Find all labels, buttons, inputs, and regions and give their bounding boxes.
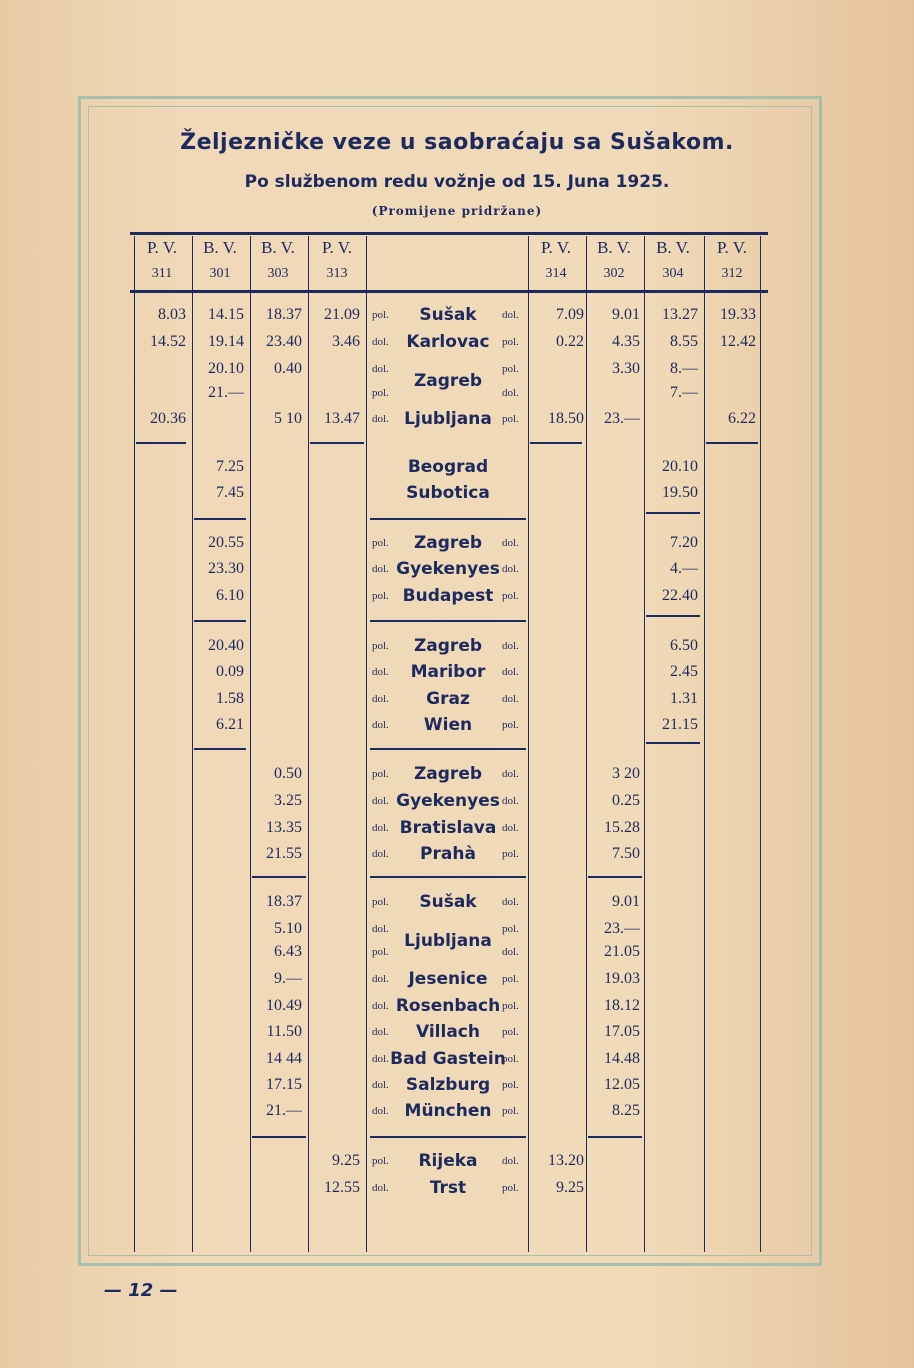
- direction-label: dol.: [502, 896, 519, 908]
- direction-label: dol.: [372, 363, 389, 375]
- column-divider: [760, 236, 761, 1252]
- direction-label: pol.: [502, 590, 519, 602]
- section-separator: [706, 442, 758, 444]
- time-cell: 18.37: [266, 893, 302, 910]
- time-cell: 13.20: [548, 1152, 584, 1169]
- time-cell: 19.33: [720, 306, 756, 323]
- train-type-header: B. V.: [261, 238, 295, 257]
- time-cell: 13.35: [266, 819, 302, 836]
- time-cell: 15.28: [604, 819, 640, 836]
- train-type-header: P. V.: [716, 238, 748, 257]
- station-name: Ljubljana: [404, 409, 492, 429]
- train-number-header: 303: [267, 266, 289, 281]
- section-separator: [194, 620, 246, 622]
- time-cell: 0.22: [556, 333, 584, 350]
- column-divider: [366, 236, 367, 1252]
- station-name: Wien: [423, 715, 473, 735]
- time-cell: 0.09: [216, 663, 244, 680]
- direction-label: pol.: [372, 537, 389, 549]
- column-divider: [704, 236, 705, 1252]
- time-cell: 3 20: [612, 765, 640, 782]
- direction-label: dol.: [502, 1155, 519, 1167]
- direction-label: pol.: [372, 896, 389, 908]
- time-cell: 7.20: [670, 534, 698, 551]
- time-cell: 14.48: [604, 1050, 640, 1067]
- direction-label: pol.: [372, 1155, 389, 1167]
- direction-label: dol.: [372, 848, 389, 860]
- column-divider: [134, 236, 135, 1252]
- time-cell: 19.14: [208, 333, 244, 350]
- time-cell: 21.05: [604, 943, 640, 960]
- time-cell: 0.25: [612, 792, 640, 809]
- time-cell: 7.45: [216, 484, 244, 501]
- section-separator: [252, 1136, 306, 1138]
- time-cell: 21.—: [266, 1102, 302, 1119]
- time-cell: 14.15: [208, 306, 244, 323]
- train-type-header: P. V.: [540, 238, 572, 257]
- time-cell: 8.03: [158, 306, 186, 323]
- time-cell: 12.05: [604, 1076, 640, 1093]
- direction-label: dol.: [502, 387, 519, 399]
- time-cell: 17.05: [604, 1023, 640, 1040]
- train-number-header: 304: [662, 266, 684, 281]
- direction-label: dol.: [502, 537, 519, 549]
- time-cell: 23.40: [266, 333, 302, 350]
- train-number-header: 302: [603, 266, 625, 281]
- time-cell: 18.37: [266, 306, 302, 323]
- station-name: Bratislava: [399, 818, 497, 838]
- direction-label: pol.: [502, 1000, 519, 1012]
- direction-label: dol.: [372, 693, 389, 705]
- time-cell: 19.50: [662, 484, 698, 501]
- column-divider: [308, 236, 309, 1252]
- column-divider: [250, 236, 251, 1252]
- station-name: Zagreb: [413, 636, 483, 656]
- time-cell: 12.55: [324, 1179, 360, 1196]
- direction-label: dol.: [372, 336, 389, 348]
- station-name: Bad Gastein: [390, 1049, 506, 1069]
- time-cell: 19.03: [604, 970, 640, 987]
- station-name: Ljubljana: [404, 930, 492, 951]
- time-cell: 6.50: [670, 637, 698, 654]
- section-separator: [310, 442, 364, 444]
- time-cell: 5.10: [274, 920, 302, 937]
- direction-label: pol.: [502, 1182, 519, 1194]
- direction-label: dol.: [372, 1053, 389, 1065]
- time-cell: 2.45: [670, 663, 698, 680]
- time-cell: 18.12: [604, 997, 640, 1014]
- time-cell: 4.—: [670, 560, 698, 577]
- station-name: Zagreb: [413, 533, 483, 553]
- direction-label: pol.: [502, 413, 519, 425]
- station-name: Trst: [429, 1178, 467, 1198]
- section-separator: [646, 742, 700, 744]
- section-separator: [646, 512, 700, 514]
- time-cell: 20.10: [208, 360, 244, 377]
- time-cell: 9.01: [612, 306, 640, 323]
- section-separator: [136, 442, 186, 444]
- time-cell: 6.10: [216, 587, 244, 604]
- time-cell: 23.30: [208, 560, 244, 577]
- direction-label: pol.: [502, 923, 519, 935]
- direction-label: dol.: [502, 768, 519, 780]
- time-cell: 6.43: [274, 943, 302, 960]
- column-divider: [586, 236, 587, 1252]
- time-cell: 20.10: [662, 458, 698, 475]
- time-cell: 8.25: [612, 1102, 640, 1119]
- direction-label: dol.: [502, 946, 519, 958]
- station-name: Graz: [426, 689, 470, 709]
- section-separator: [530, 442, 582, 444]
- direction-label: pol.: [502, 848, 519, 860]
- train-type-header: B. V.: [597, 238, 631, 257]
- direction-label: dol.: [502, 822, 519, 834]
- time-cell: 9.01: [612, 893, 640, 910]
- station-name: Rosenbach: [395, 996, 501, 1016]
- time-cell: 3.46: [332, 333, 360, 350]
- section-separator: [194, 748, 246, 750]
- train-number-header: 311: [151, 266, 173, 281]
- station-name: Beograd: [407, 457, 489, 477]
- time-cell: 21.55: [266, 845, 302, 862]
- direction-label: pol.: [502, 1053, 519, 1065]
- station-name: Salzburg: [405, 1075, 491, 1095]
- station-name: Subotica: [406, 483, 490, 503]
- direction-label: pol.: [502, 363, 519, 375]
- time-cell: 9.25: [556, 1179, 584, 1196]
- station-name: Gyekenyes: [396, 559, 500, 579]
- time-cell: 14 44: [266, 1050, 302, 1067]
- time-cell: 14.52: [150, 333, 186, 350]
- time-cell: 21.—: [208, 384, 244, 401]
- time-cell: 23.—: [604, 920, 640, 937]
- header-bottom-rule: [130, 290, 768, 293]
- direction-label: pol.: [502, 1079, 519, 1091]
- direction-label: pol.: [502, 1105, 519, 1117]
- section-separator: [370, 876, 526, 878]
- time-cell: 8.55: [670, 333, 698, 350]
- page-title: Željezničke veze u saobraćaju sa Sušakom.: [180, 130, 734, 155]
- direction-label: dol.: [372, 1079, 389, 1091]
- train-number-header: 314: [545, 266, 567, 281]
- time-cell: 9.—: [274, 970, 302, 987]
- direction-label: pol.: [502, 719, 519, 731]
- section-separator: [588, 1136, 642, 1138]
- section-separator: [252, 876, 306, 878]
- direction-label: dol.: [372, 719, 389, 731]
- train-type-header: P. V.: [321, 238, 353, 257]
- direction-label: pol.: [372, 946, 389, 958]
- time-cell: 22.40: [662, 587, 698, 604]
- direction-label: dol.: [502, 640, 519, 652]
- direction-label: pol.: [372, 590, 389, 602]
- time-cell: 0.40: [274, 360, 302, 377]
- direction-label: dol.: [372, 413, 389, 425]
- station-name: München: [404, 1101, 492, 1121]
- station-name: Jesenice: [408, 969, 488, 989]
- page-number: — 12 —: [104, 1280, 178, 1301]
- station-name: Maribor: [410, 662, 486, 682]
- direction-label: pol.: [372, 387, 389, 399]
- time-cell: 21.15: [662, 716, 698, 733]
- station-name: Karlovac: [406, 332, 490, 352]
- time-cell: 9.25: [332, 1152, 360, 1169]
- section-separator: [370, 620, 526, 622]
- train-number-header: 301: [209, 266, 231, 281]
- time-cell: 8.—: [670, 360, 698, 377]
- station-name: Budapest: [402, 586, 494, 606]
- station-name: Zagreb: [413, 764, 483, 784]
- section-separator: [370, 518, 526, 520]
- direction-label: dol.: [502, 795, 519, 807]
- station-name: Gyekenyes: [396, 791, 500, 811]
- section-separator: [370, 1136, 526, 1138]
- table-top-rule: [130, 232, 768, 235]
- time-cell: 5 10: [274, 410, 302, 427]
- direction-label: dol.: [372, 822, 389, 834]
- time-cell: 3.30: [612, 360, 640, 377]
- time-cell: 20.36: [150, 410, 186, 427]
- train-type-header: B. V.: [203, 238, 237, 257]
- section-separator: [370, 748, 526, 750]
- time-cell: 12.42: [720, 333, 756, 350]
- direction-label: pol.: [372, 768, 389, 780]
- section-separator: [194, 518, 246, 520]
- time-cell: 7.—: [670, 384, 698, 401]
- train-type-header: B. V.: [656, 238, 690, 257]
- time-cell: 10.49: [266, 997, 302, 1014]
- time-cell: 4.35: [612, 333, 640, 350]
- time-cell: 6.22: [728, 410, 756, 427]
- direction-label: pol.: [502, 973, 519, 985]
- direction-label: dol.: [502, 666, 519, 678]
- time-cell: 3.25: [274, 792, 302, 809]
- direction-label: dol.: [372, 666, 389, 678]
- page-subtitle: Po službenom redu vožnje od 15. Juna 1925.: [244, 172, 670, 192]
- direction-label: dol.: [372, 1000, 389, 1012]
- direction-label: pol.: [372, 640, 389, 652]
- direction-label: dol.: [372, 795, 389, 807]
- station-name: Villach: [416, 1022, 480, 1042]
- column-divider: [528, 236, 529, 1252]
- train-number-header: 312: [721, 266, 743, 281]
- train-type-header: P. V.: [146, 238, 178, 257]
- station-name: Prahà: [420, 844, 476, 864]
- time-cell: 0.50: [274, 765, 302, 782]
- direction-label: dol.: [372, 1182, 389, 1194]
- direction-label: dol.: [502, 563, 519, 575]
- time-cell: 11.50: [266, 1023, 302, 1040]
- direction-label: dol.: [372, 1026, 389, 1038]
- section-separator: [646, 615, 700, 617]
- time-cell: 7.09: [556, 306, 584, 323]
- direction-label: dol.: [502, 693, 519, 705]
- station-name: Sušak: [419, 892, 477, 912]
- station-name: Sušak: [419, 305, 477, 325]
- direction-label: pol.: [372, 309, 389, 321]
- direction-label: pol.: [502, 1026, 519, 1038]
- section-separator: [588, 876, 642, 878]
- direction-label: dol.: [372, 973, 389, 985]
- time-cell: 1.58: [216, 690, 244, 707]
- time-cell: 23.—: [604, 410, 640, 427]
- direction-label: pol.: [502, 336, 519, 348]
- time-cell: 20.40: [208, 637, 244, 654]
- train-number-header: 313: [326, 266, 348, 281]
- time-cell: 17.15: [266, 1076, 302, 1093]
- direction-label: dol.: [372, 923, 389, 935]
- direction-label: dol.: [502, 309, 519, 321]
- time-cell: 13.47: [324, 410, 360, 427]
- page-note: (Promijene pridržane): [371, 204, 543, 218]
- time-cell: 1.31: [670, 690, 698, 707]
- station-name: Rijeka: [418, 1151, 478, 1171]
- direction-label: dol.: [372, 1105, 389, 1117]
- time-cell: 20.55: [208, 534, 244, 551]
- time-cell: 18.50: [548, 410, 584, 427]
- time-cell: 7.50: [612, 845, 640, 862]
- direction-label: dol.: [372, 563, 389, 575]
- station-name: Zagreb: [413, 371, 483, 391]
- time-cell: 13.27: [662, 306, 698, 323]
- time-cell: 6.21: [216, 716, 244, 733]
- time-cell: 21.09: [324, 306, 360, 323]
- time-cell: 7.25: [216, 458, 244, 475]
